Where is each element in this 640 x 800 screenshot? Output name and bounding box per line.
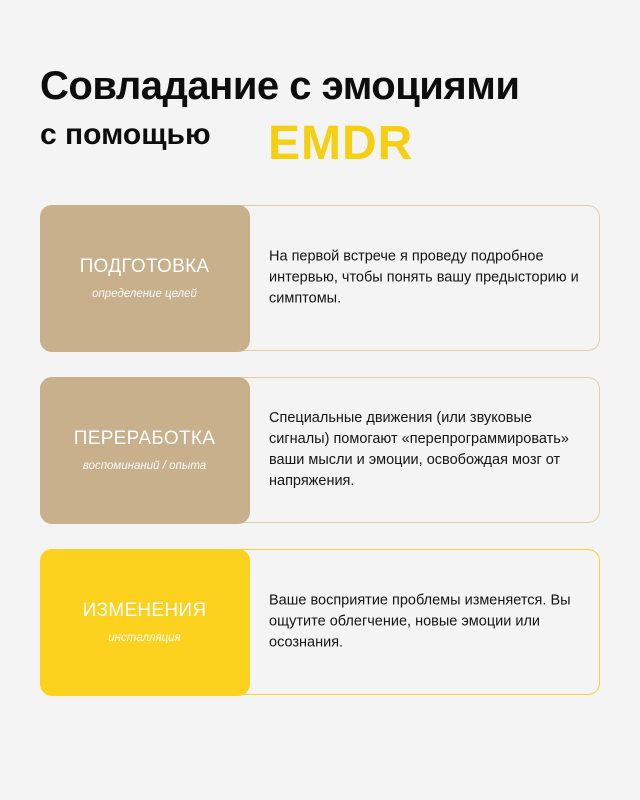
stage-subheading: воспоминаний / опыта xyxy=(82,460,207,472)
stage-subheading: определение целей xyxy=(92,288,197,300)
stage-card-changes xyxy=(40,549,600,695)
stage-card-label-panel xyxy=(40,205,250,352)
stage-card-processing xyxy=(40,377,600,523)
stage-subheading: инсталляция xyxy=(108,632,181,644)
stage-card-label-panel xyxy=(40,377,250,524)
stage-card-label-panel xyxy=(40,549,250,696)
stage-heading: ПОДГОТОВКА xyxy=(79,256,210,277)
page-title-line2: с помощью xyxy=(40,118,211,151)
page-title-line1: Совладание с эмоциями xyxy=(40,64,520,108)
stage-description: Ваше восприятие проблемы изменяется. Вы ощутите облегчение, новые эмоции или осознания. xyxy=(269,592,571,651)
stage-description: Специальные движения (или звуковые сигналы) помогают «перепрограммировать» ваши мысли и эмоции, освобождая мозг от напряжения. xyxy=(269,410,569,489)
stage-heading: ПЕРЕРАБОТКА xyxy=(73,428,216,449)
stage-card-preparation xyxy=(40,205,600,351)
stage-heading: ИЗМЕНЕНИЯ xyxy=(82,600,207,621)
page-title-accent: EMDR xyxy=(268,117,414,170)
stage-description: На первой встрече я проведу подробное интервью, чтобы понять вашу предысторию и симптомы. xyxy=(269,248,579,307)
